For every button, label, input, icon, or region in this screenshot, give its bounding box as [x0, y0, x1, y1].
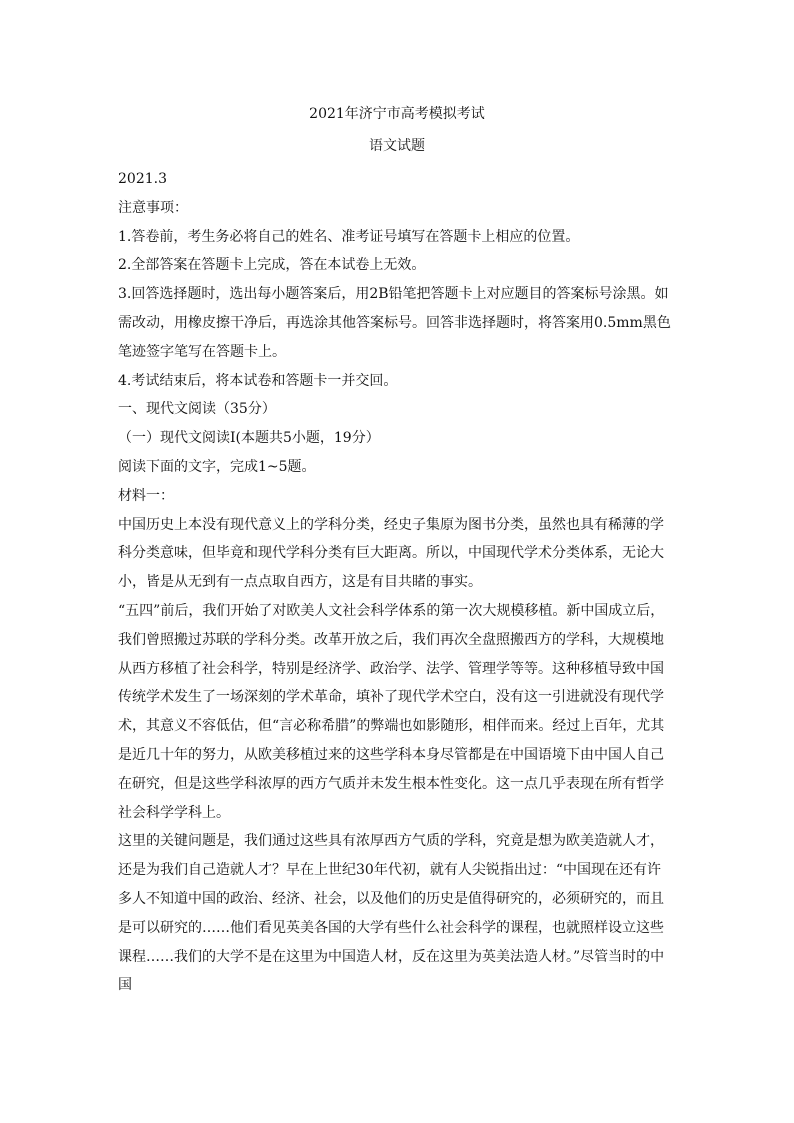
reading-instruction: 阅读下面的文字，完成1~5题。: [118, 458, 316, 475]
section-heading: 一、现代文阅读（35分）: [118, 401, 276, 418]
notice-heading: 注意事项：: [118, 199, 188, 216]
exam-content: [118, 165, 674, 1000]
material-label: 材料一：: [118, 487, 174, 504]
passage-paragraph-2: “五四”前后，我们开始了对欧美人文社会科学体系的第一次大规模移植。新中国成立后，我们曾照搬过苏联的学科分类。改革开放之后，我们再次全盘照搬西方的学科，大规模地从西方移植了社会科学，特别是经济学、政治学、法学、管理学等等。这种移植导致中国传统学术发生了一场深刻的学术革命，填补了现代学术空白，没有这一引进就没有现代学术，其意义不容低估，但“言必称希腊”的弊端也如影随形，相伴而来。经过上百年，尤其是近几十年的努力，从欧美移植过来的这些学科本身尽管都是在中国语境下由中国人自己在研究，但是这些学科浓厚的西方气质并未发生根本性变化。这一点几乎表现在所有哲学社会科学学科上。: [118, 602, 665, 821]
exam-date: 2021.3: [118, 171, 167, 187]
notice-item-3: 3.回答选择题时，选出每小题答案后，用2B铅笔把答题卡上对应题目的答案标号涂黑。如需改动，用橡皮擦干净后，再选涂其他答案标号。回答非选择题时，将答案用0.5mm黑色笔迹签字笔写在答题卡上。: [118, 286, 671, 360]
notice-item-4: 4.考试结束后，将本试卷和答题卡一并交回。: [118, 372, 398, 389]
passage-paragraph-3: 这里的关键问题是，我们通过这些具有浓厚西方气质的学科，究竟是想为欧美造就人才，还是为我们自己造就人才？早在上世纪30年代初，就有人尖锐指出过：“中国现在还有许多人不知道中国的政治、经济、社会，以及他们的历史是值得研究的，必须研究的，而且是可以研究的……他们看见英美各国的大学有些什么社会科学的课程，也就照样设立这些课程……我们的大学不是在这里为中国造人材，反在这里为英美法造人材。”尽管当时的中国: [118, 833, 665, 994]
notice-item-1: 1.答卷前，考生务必将自己的姓名、准考证号填写在答题卡上相应的位置。: [118, 228, 580, 245]
exam-title: 2021年济宁市高考模拟考试: [309, 106, 485, 122]
notice-item-2: 2.全部答案在答题卡上完成，答在本试卷上无效。: [118, 257, 426, 274]
subject-title: 语文试题: [369, 138, 425, 154]
passage-paragraph-1: 中国历史上本没有现代意义上的学科分类，经史子集原为图书分类，虽然也具有稀薄的学科分类意味，但毕竟和现代学科分类有巨大距离。所以，中国现代学术分类体系，无论大小，皆是从无到有一点点取自西方，这是有目共睹的事实。: [118, 516, 664, 591]
section-subheading: （一）现代文阅读I(本题共5小题，19分）: [118, 430, 380, 447]
